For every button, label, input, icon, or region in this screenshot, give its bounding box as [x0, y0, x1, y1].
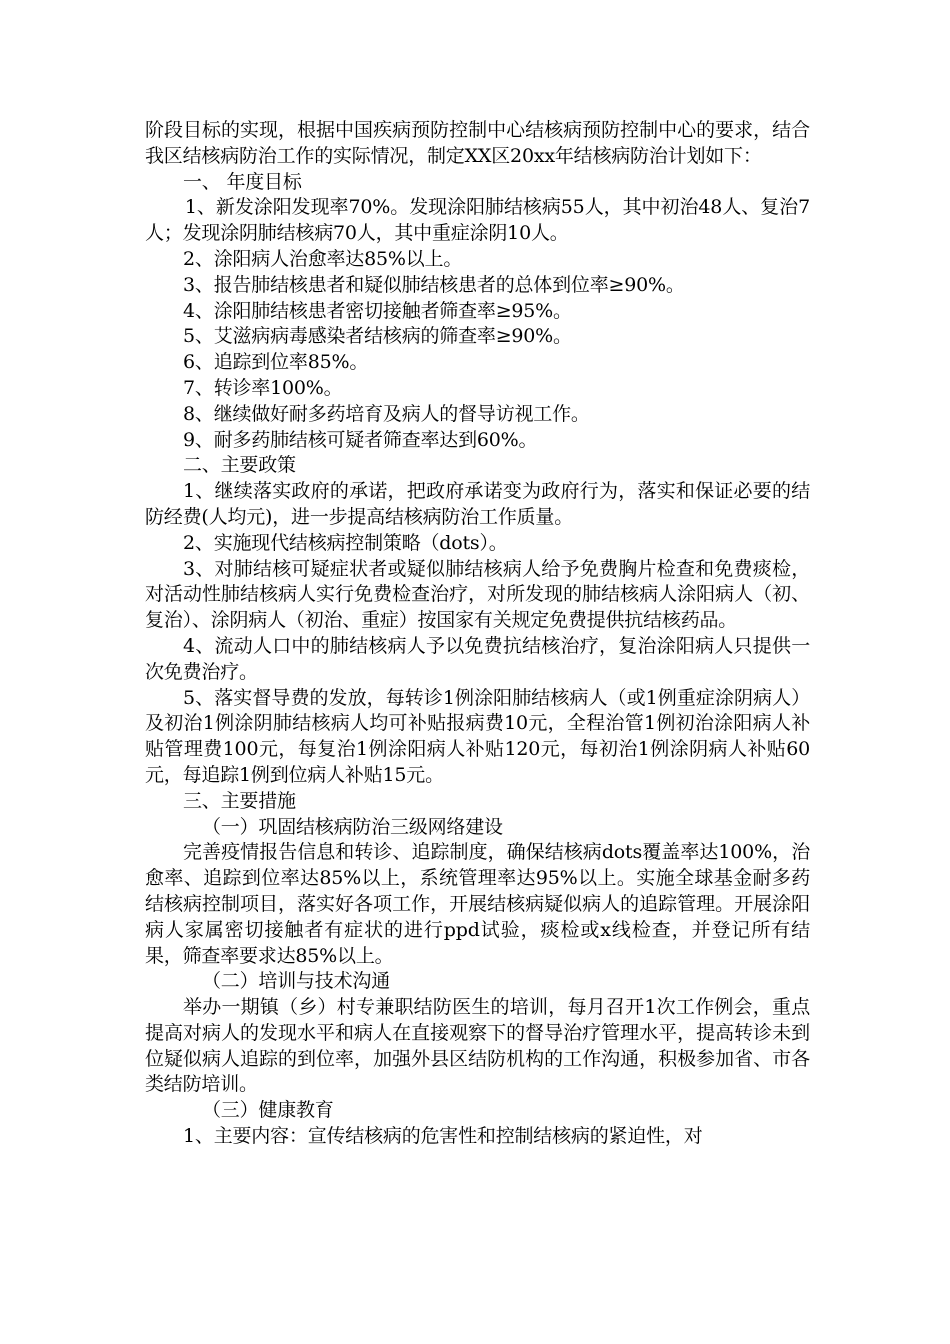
paragraph-s3: （三）健康教育 [202, 1099, 334, 1122]
paragraph-p4: 4、流动人口中的肺结核病人予以免费抗结核治疗，复治涂阳病人只提供一次免费治疗。 [145, 634, 810, 683]
paragraph-h3: 三、主要措施 [183, 789, 296, 812]
paragraph-s2t: 举办一期镇（乡）村专兼职结防医生的培训，每月召开1次工作例会，重点提高对病人的发现水平和病人在直接观察下的督导治疗管理水平，提高转诊未到位疑似病人追踪的到位率，加强外县区结防机构的工作沟通，积极参加省、市各类结防培训。 [145, 996, 810, 1096]
paragraph-g2: 2、涂阳病人治愈率达85%以上。 [183, 247, 463, 270]
document-body [145, 118, 810, 1150]
paragraph-h1: 一、 年度目标 [183, 170, 302, 193]
paragraph-s1: （一）巩固结核病防治三级网络建设 [202, 815, 503, 838]
paragraph-s3t: 1、主要内容：宣传结核病的危害性和控制结核病的紧迫性，对 [183, 1125, 703, 1148]
paragraph-g6: 6、追踪到位率85%。 [183, 351, 369, 374]
paragraph-g1: 1、新发涂阳发现率70%。发现涂阳肺结核病55人，其中初治48人、复治7人；发现涂阴肺结核病70人，其中重症涂阴10人。 [145, 196, 810, 245]
paragraph-g8: 8、继续做好耐多药培育及病人的督导访视工作。 [183, 402, 590, 425]
paragraph-p3: 3、对肺结核可疑症状者或疑似肺结核病人给予免费胸片检查和免费痰检，对活动性肺结核病人实行免费检查治疗，对所发现的肺结核病人涂阳病人（初、复治）、涂阴病人（初治、重症）按国家有关规定免费提供抗结核药品。 [145, 557, 810, 632]
paragraph-s2: （二）培训与技术沟通 [202, 970, 391, 993]
paragraph-g4: 4、涂阳肺结核患者密切接触者筛查率≥95%。 [183, 299, 572, 322]
paragraph-s1t: 完善疫情报告信息和转诊、追踪制度，确保结核病dots覆盖率达100%，治愈率、追踪到位率达85%以上，系统管理率达95%以上。实施全球基金耐多药结核病控制项目，落实好各项工作，开展结核病疑似病人的追踪管理。开展涂阳病人家属密切接触者有症状的进行ppd试验，痰检或x线检查，并登记所有结果，筛查率要求达85%以上。 [145, 841, 810, 967]
paragraph-intro: 阶段目标的实现，根据中国疾病预防控制中心结核病预防控制中心的要求，结合我区结核病防治工作的实际情况，制定XX区20xx年结核病防治计划如下： [145, 119, 810, 167]
paragraph-p1: 1、继续落实政府的承诺，把政府承诺变为政府行为，落实和保证必要的结防经费(人均元)，进一步提高结核病防治工作质量。 [145, 480, 810, 528]
paragraph-g5: 5、艾滋病病毒感染者结核病的筛查率≥90%。 [183, 325, 572, 348]
paragraph-p5: 5、落实督导费的发放，每转诊1例涂阳肺结核病人（或1例重症涂阴病人）及初治1例涂阴肺结核病人均可补贴报病费10元，全程治管1例初治涂阳病人补贴管理费100元，每复治1例涂阳病人补贴120元，每初治1例涂阴病人补贴60元，每追踪1例到位病人补贴15元。 [145, 686, 810, 786]
paragraph-g7: 7、转诊率100%。 [183, 376, 343, 399]
paragraph-g3: 3、报告肺结核患者和疑似肺结核患者的总体到位率≥90%。 [183, 273, 685, 296]
paragraph-h2: 二、主要政策 [183, 454, 296, 477]
paragraph-p2: 2、实施现代结核病控制策略（dots）。 [183, 531, 508, 554]
paragraph-g9: 9、耐多药肺结核可疑者筛查率达到60%。 [183, 428, 538, 451]
